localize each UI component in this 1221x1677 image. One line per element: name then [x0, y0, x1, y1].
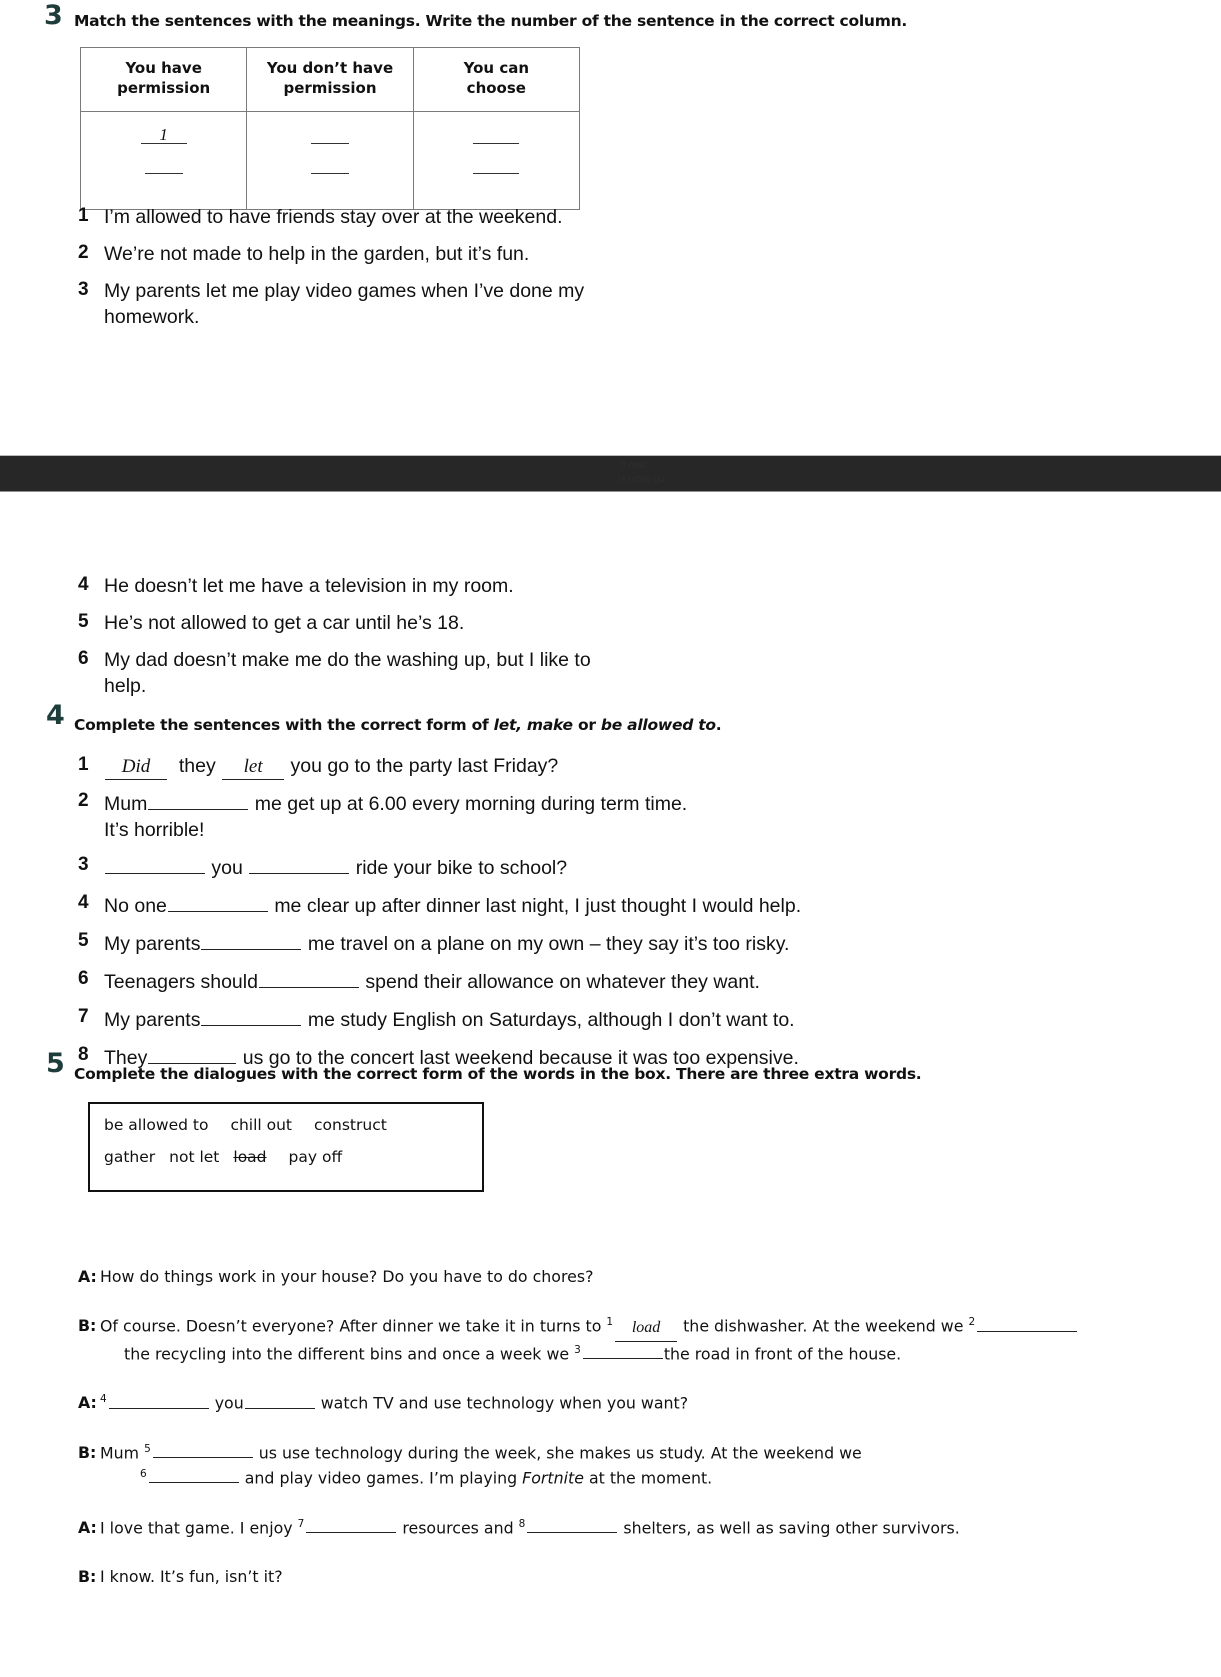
- item-text-middle: you: [211, 857, 243, 880]
- word-bank-item[interactable]: be allowed to: [104, 1116, 209, 1134]
- item-text-middle: they: [178, 755, 216, 777]
- word-bank-item[interactable]: construct: [314, 1116, 387, 1134]
- dialogue-wrap-line: [100, 1342, 1158, 1367]
- item-text-after: spend their allowance on whatever they want.: [365, 971, 760, 994]
- dialogue-line: [78, 1516, 1158, 1541]
- item-text: [104, 854, 567, 882]
- list-item: [78, 754, 1138, 780]
- list-item: [78, 790, 1138, 844]
- item-text-after: us go to the concert last weekend because it was too expensive.: [242, 1047, 799, 1070]
- blank-number: 4: [100, 1393, 107, 1406]
- match-meanings-table: [80, 47, 580, 210]
- dialogue-segment: resources and: [397, 1517, 519, 1537]
- table-header-row: [81, 48, 580, 112]
- blank-number: 5: [144, 1443, 151, 1456]
- item-text: [104, 790, 714, 844]
- redacted-band: [0, 455, 1221, 492]
- dialogue-segment: us use technology during the week, she makes us study. At the weekend we: [253, 1443, 862, 1463]
- item-text-before: My parents: [104, 1009, 201, 1032]
- header-line-2: permission: [283, 79, 377, 98]
- blank-number: 8: [518, 1517, 526, 1530]
- exercise-3-sentence-list-top: [78, 205, 838, 342]
- dialogue-text: [100, 1441, 1158, 1491]
- dialogue-wrap-line: [100, 1466, 1158, 1491]
- answer-blank-1b[interactable]: [145, 156, 183, 174]
- answer-cell-have-permission[interactable]: [81, 111, 247, 209]
- ghost-text-line-1: 0 new: [620, 460, 647, 471]
- word-bank-item[interactable]: gather: [104, 1148, 156, 1166]
- ghost-text-line-2: H ortao gu: [618, 474, 665, 485]
- dialogue-line: [78, 1441, 1158, 1491]
- speaker-label: B:: [78, 1567, 97, 1587]
- list-item: [78, 574, 838, 600]
- dialogue-segment: I love that game. I enjoy: [100, 1517, 298, 1537]
- item-text: My dad doesn’t make me do the washing up, but I like to help.: [104, 648, 591, 697]
- dialogue-section: [78, 1265, 1158, 1615]
- item-text-after: ride your bike to school?: [355, 857, 568, 880]
- answer-blank[interactable]: [249, 854, 349, 874]
- dialogue-text: How do things work in your house? Do you have to do chores?: [100, 1267, 594, 1286]
- header-line-2: choose: [466, 79, 526, 98]
- dialogue-segment: Of course. Doesn’t everyone? After dinner we take it in turns to: [100, 1316, 607, 1336]
- rubric-italic-2: be allowed to: [600, 716, 716, 734]
- item-text: [104, 892, 801, 920]
- dialogue-segment: at the moment.: [583, 1468, 713, 1488]
- item-text: He’s not allowed to get a car until he’s 18.: [104, 611, 465, 634]
- list-item: [78, 242, 838, 268]
- dialogue-text: [100, 1516, 1158, 1541]
- answer-blank-3b[interactable]: [473, 156, 519, 174]
- blank-number: 3: [574, 1343, 581, 1356]
- blank-number: 7: [297, 1517, 305, 1530]
- list-item: [78, 1006, 1138, 1034]
- list-item: [78, 930, 1138, 958]
- list-item: [78, 968, 1138, 996]
- header-line-1: You don’t have: [266, 59, 394, 77]
- answer-blank[interactable]: [201, 1006, 301, 1026]
- item-number: 3: [78, 278, 89, 300]
- dialogue-line: [78, 1565, 1158, 1589]
- exercise-4-item-list: [78, 754, 1138, 1082]
- item-number: 5: [78, 930, 89, 952]
- speaker-label: A:: [78, 1267, 97, 1286]
- answer-blank[interactable]: [259, 968, 359, 988]
- list-item: [78, 648, 838, 700]
- exercise-3-number: 3: [44, 0, 63, 31]
- item-text-after: me travel on a plane on my own – they say it’s too risky.: [307, 933, 790, 956]
- item-text: I’m allowed to have friends stay over at the weekend.: [104, 206, 563, 228]
- dialogue-text: [100, 1314, 1158, 1366]
- item-text-before: No one: [104, 895, 167, 918]
- dialogue-italic-word: Fortnite: [522, 1468, 584, 1488]
- item-number: 3: [78, 854, 89, 876]
- item-number: 1: [78, 754, 89, 775]
- answer-blank-filled[interactable]: load: [615, 1316, 677, 1342]
- answer-blank[interactable]: [105, 854, 205, 874]
- dialogue-segment: the recycling into the different bins and once a week we: [124, 1343, 575, 1363]
- answer-blank[interactable]: [977, 1315, 1077, 1332]
- answer-blank[interactable]: [109, 1392, 209, 1409]
- item-text-before: They: [104, 1047, 148, 1070]
- header-line-1: You can: [463, 59, 530, 77]
- answer-blank[interactable]: [306, 1516, 396, 1533]
- answer-blank-2b[interactable]: [311, 156, 349, 174]
- item-text: We’re not made to help in the garden, but it’s fun.: [104, 242, 530, 265]
- blank-number: 6: [140, 1467, 147, 1480]
- answer-cell-no-permission[interactable]: [247, 111, 413, 209]
- answer-blank[interactable]: [583, 1342, 663, 1359]
- dialogue-line: [78, 1314, 1158, 1366]
- item-number: 2: [78, 241, 89, 263]
- list-item: [78, 611, 838, 637]
- answer-blank[interactable]: [153, 1442, 253, 1459]
- item-text-before: My parents: [104, 933, 201, 956]
- exercise-3-rubric: Match the sentences with the meanings. Write the number of the sentence in the correct column.: [74, 12, 908, 30]
- column-header-have-permission: [81, 48, 247, 112]
- dialogue-segment: the dishwasher. At the weekend we: [678, 1316, 969, 1336]
- rubric-italic-1: let, make: [493, 716, 573, 734]
- dialogue-line: [78, 1391, 1158, 1416]
- answer-cell-can-choose[interactable]: [413, 111, 579, 209]
- item-number: 8: [78, 1044, 89, 1066]
- answer-blank[interactable]: [245, 1392, 315, 1409]
- item-number: 7: [78, 1006, 89, 1028]
- item-text-after: you go to the party last Friday?: [290, 755, 559, 777]
- word-bank-box: [88, 1102, 484, 1192]
- answer-blank-filled[interactable]: let: [222, 754, 284, 780]
- item-text-after: me clear up after dinner last night, I just thought I would help.: [274, 895, 802, 918]
- speaker-label: A:: [78, 1517, 97, 1537]
- exercise-4-rubric: [74, 716, 721, 734]
- item-number: 1: [78, 205, 89, 226]
- dialogue-segment: the road in front of the house.: [663, 1343, 902, 1363]
- dialogue-segment: you: [209, 1393, 244, 1413]
- exercise-5-number: 5: [46, 1048, 65, 1079]
- answer-blank-3a[interactable]: [473, 126, 519, 144]
- answer-blank-1a[interactable]: 1: [141, 126, 187, 144]
- answer-blank-2a[interactable]: [311, 126, 349, 144]
- header-line-2: permission: [117, 79, 211, 98]
- item-text-before: Mum: [104, 793, 148, 816]
- speaker-label: B:: [78, 1443, 97, 1463]
- item-number: 2: [78, 790, 89, 812]
- word-bank-row-1: [104, 1116, 468, 1134]
- item-text: [104, 930, 789, 958]
- speaker-label: A:: [78, 1393, 97, 1413]
- rubric-part-1: Complete the sentences with the correct form of: [74, 716, 494, 734]
- word-bank-item[interactable]: pay off: [288, 1148, 343, 1166]
- item-text: He doesn’t let me have a television in my room.: [104, 575, 514, 597]
- answer-blank-filled[interactable]: Did: [105, 754, 167, 780]
- answer-blank[interactable]: [148, 790, 248, 810]
- word-bank-item-struck[interactable]: load: [233, 1148, 267, 1166]
- table-answer-row: [81, 111, 580, 209]
- list-item: [78, 854, 1138, 882]
- word-bank-item[interactable]: not let: [169, 1148, 220, 1166]
- rubric-part-3: .: [715, 716, 722, 734]
- item-text-after: me get up at 6.00 every morning during term time. It’s horrible!: [104, 793, 688, 842]
- item-text-after: me study English on Saturdays, although I don’t want to.: [307, 1009, 795, 1032]
- header-line-1: You have: [125, 59, 202, 77]
- list-item: [78, 279, 838, 331]
- item-text-before: Teenagers should: [104, 971, 258, 994]
- item-text: [104, 754, 558, 780]
- answer-blank[interactable]: [148, 1044, 236, 1064]
- dialogue-line: [78, 1265, 1158, 1289]
- blank-number: 1: [606, 1316, 614, 1329]
- word-bank-item[interactable]: chill out: [230, 1116, 293, 1134]
- dialogue-text: [100, 1391, 1158, 1416]
- rubric-part-2: or: [572, 716, 601, 734]
- blank-number: 2: [968, 1316, 976, 1329]
- column-header-no-permission: [247, 48, 413, 112]
- item-number: 6: [78, 968, 89, 990]
- dialogue-segment: watch TV and use technology when you want?: [315, 1393, 689, 1413]
- item-text: My parents let me play video games when I’ve done my homework.: [104, 279, 585, 328]
- dialogue-segment: shelters, as well as saving other survivors.: [618, 1517, 960, 1537]
- item-number: 4: [78, 574, 89, 595]
- answer-blank[interactable]: [168, 892, 268, 912]
- column-header-can-choose: [413, 48, 579, 112]
- exercise-5-rubric: Complete the dialogues with the correct form of the words in the box. There are three extra words.: [74, 1065, 922, 1083]
- exercise-3-sentence-list-bottom: [78, 574, 838, 711]
- answer-blank[interactable]: [527, 1516, 617, 1533]
- list-item: [78, 892, 1138, 920]
- speaker-label: B:: [78, 1316, 97, 1336]
- answer-blank[interactable]: [149, 1466, 239, 1483]
- item-number: 6: [78, 647, 89, 669]
- answer-blank[interactable]: [201, 930, 301, 950]
- exercise-4-number: 4: [46, 700, 65, 731]
- dialogue-segment: Mum: [100, 1443, 145, 1463]
- dialogue-text: I know. It’s fun, isn’t it?: [100, 1567, 283, 1587]
- word-bank-row-2: [104, 1148, 468, 1166]
- item-text: [104, 968, 760, 996]
- item-text: [104, 1006, 795, 1034]
- list-item: [78, 205, 838, 231]
- item-number: 5: [78, 610, 89, 632]
- dialogue-segment: and play video games. I’m playing: [239, 1468, 523, 1488]
- item-number: 4: [78, 892, 89, 914]
